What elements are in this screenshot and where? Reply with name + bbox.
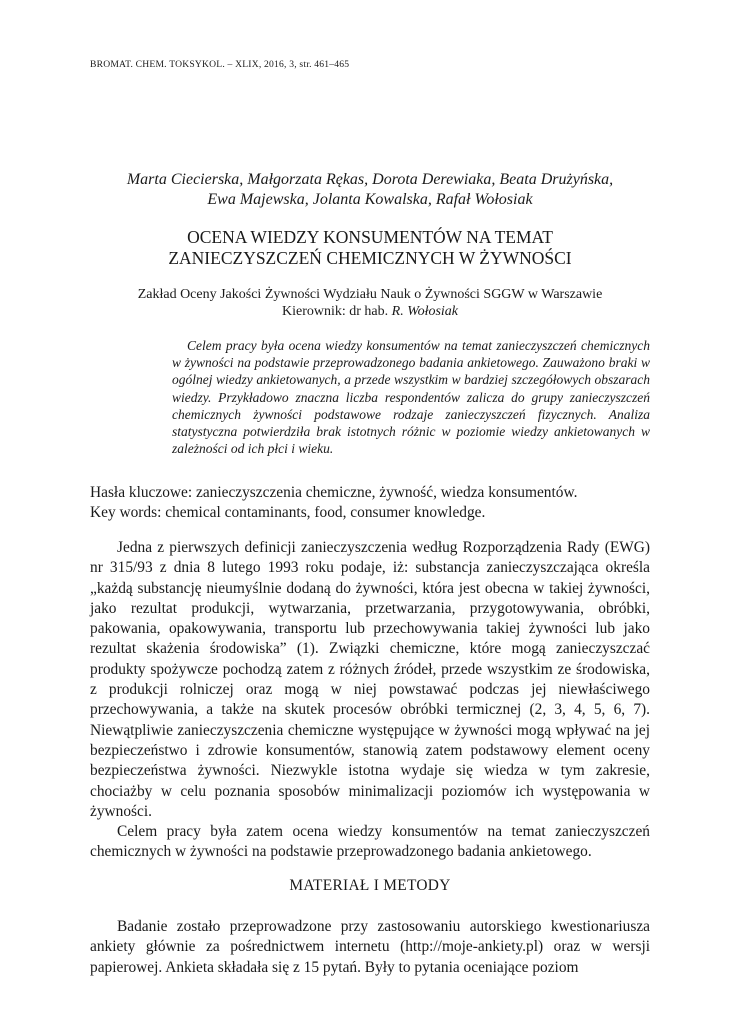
introduction-section [90,538,650,863]
keywords-english: Key words: chemical contaminants, food, consumer knowledge. [90,504,486,521]
affiliation-institution: Zakład Oceny Jakości Żywności Wydziału Nauk o Żywności SGGW w Warszawie [137,287,603,302]
author-line-1: Marta Ciecierska, Małgorzata Rękas, Dorota Derewiaka, Beata Drużyńska, [126,171,614,188]
abstract-text: Celem pracy była ocena wiedzy konsumentów na temat zanieczyszczeń chemicznych w żywności na podstawie przeprowadzonego badania ankietowego. Zauważono braki w ogólnej wiedzy ankietowanych, a przede wszystkim w bardziej szczegółowych obszarach wiedzy. Przykładowo znaczna liczba respondentów zalicza do grupy zanieczyszczeń chemicznych żywności podstawowe rodzaje zanieczyszczeń fizycznych. Analiza statystyczna potwierdziła brak istotnych różnic w poziomie wiedzy ankietowanych w zależności od ich płci i wieku. [172,338,650,457]
intro-paragraph-2: Celem pracy była zatem ocena wiedzy konsumentów na temat zanieczyszczeń chemicznych w żywności na podstawie przeprowadzonego badania ankietowego. [90,823,650,861]
paper-title [90,227,650,269]
abstract [172,337,650,457]
affiliation-head-name: R. Wołosiak [391,304,459,319]
author-line-2: Ewa Majewska, Jolanta Kowalska, Rafał Wołosiak [207,191,533,208]
affiliation-head [90,303,650,320]
title-line-1: OCENA WIEDZY KONSUMENTÓW NA TEMAT [187,227,553,247]
section-heading-methods: MATERIAŁ I METODY [289,877,451,894]
title-line-2: ZANIECZYSZCZEŃ CHEMICZNYCH W ŻYWNOŚCI [168,248,572,268]
intro-paragraph-1: Jedna z pierwszych definicji zanieczyszczenia według Rozporządzenia Rady (EWG) nr 315/93 z dnia 8 lutego 1993 roku podaje, iż: substancja zanieczyszczająca określa „każdą substancję nieumyślnie dodaną do żywności, która jest obecna w takiej żywności, jako rezultat produkcji, wytwarzania, przetwarzania, przygotowywania, obróbki, pakowania, opakowywania, transportu lub przechowywania takiej żywności lub jako rezultat skażenia środowiska” (1). Związki chemiczne, które mogą zanieczyszczać produkty spożywcze pochodzą zatem z różnych źródeł, przede wszystkim ze środowiska, z produkcji rolniczej oraz mogą w niej powstawać podczas jej niewłaściwego przechowywania, a także na skutek procesów obróbki termicznej (2, 3, 4, 5, 6, 7). Niewątpliwie zanieczyszczenia chemiczne występujące w żywności mogą wpływać na jej bezpieczeństwo i zdrowie konsumentów, stanowią zatem podstawowy element oceny bezpieczeństwa żywności. Niezwykle istotna wydaje się wiedza w tym zakresie, chociażby w celu poznania sposobów minimalizacji poziomów ich występowania w żywności. [90,539,650,820]
journal-reference: BROMAT. CHEM. TOKSYKOL. – XLIX, 2016, 3, str. 461–465 [90,59,350,70]
affiliation-head-prefix: Kierownik: dr hab. [281,304,392,319]
methods-paragraph-1: Badanie zostało przeprowadzone przy zastosowaniu autorskiego kwestionariusza ankiety głównie za pośrednictwem internetu (http://moje-ankiety.pl) oraz w wersji papierowej. Ankieta składała się z 15 pytań. Były to pytania oceniające poziom [90,918,650,976]
keywords-polish: Hasła kluczowe: zanieczyszczenia chemiczne, żywność, wiedza konsumentów. [90,484,578,501]
author-list [90,170,650,210]
keywords-block [90,483,650,523]
affiliation [90,286,650,320]
methods-section [90,917,650,978]
